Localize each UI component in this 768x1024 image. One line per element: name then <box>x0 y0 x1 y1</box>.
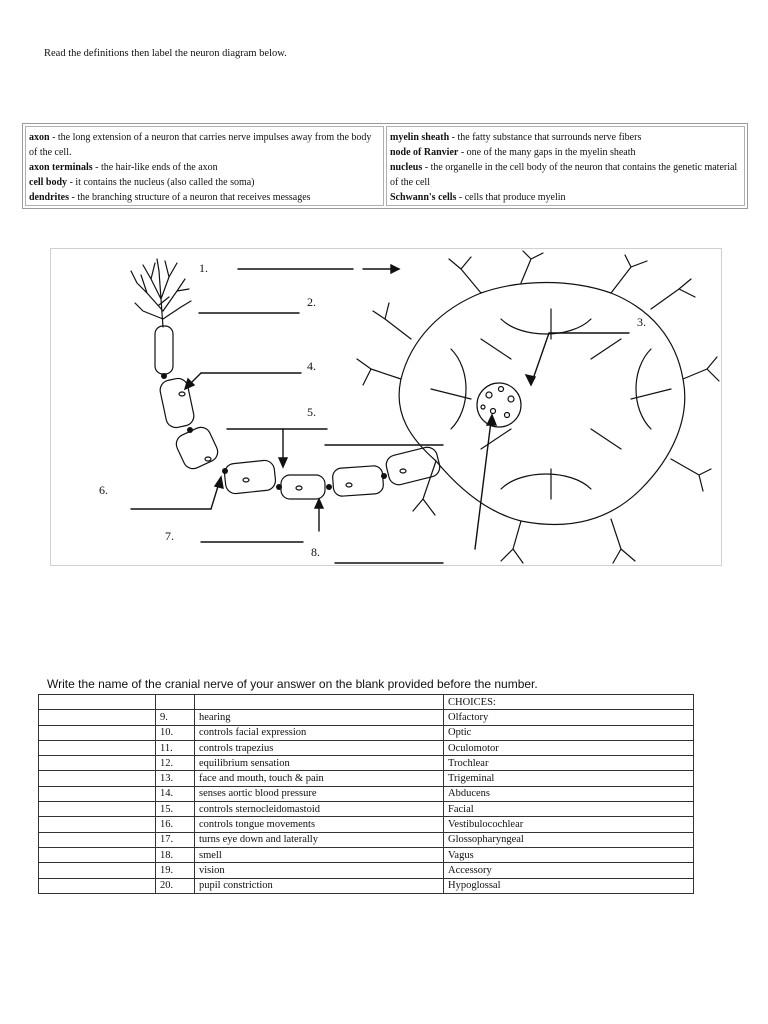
axon-terminals-drawing <box>131 259 191 327</box>
definition-schwanns-cells <box>390 190 741 205</box>
question-number: 17. <box>156 832 195 847</box>
choices-header: CHOICES: <box>444 695 694 710</box>
answer-blank-cell[interactable] <box>39 756 156 771</box>
question-description: face and mouth, touch & pain <box>195 771 444 786</box>
table-row <box>39 771 694 786</box>
diagram-label-2: 2. <box>307 295 316 309</box>
cranial-nerve-instruction: Write the name of the cranial nerve of your answer on the blank provided before the number. <box>47 677 538 691</box>
choice-option: Optic <box>444 725 694 740</box>
question-description: controls tongue movements <box>195 817 444 832</box>
number-cell <box>156 695 195 710</box>
definition-text: - the long extension of a neuron that carries nerve impulses away from the body of the cell. <box>29 132 372 158</box>
answer-blank-cell[interactable] <box>39 878 156 893</box>
term: axon <box>29 132 50 143</box>
table-row <box>39 878 694 893</box>
choice-option: Trochlear <box>444 756 694 771</box>
table-row <box>39 756 694 771</box>
term: nucleus <box>390 162 423 173</box>
cell-body-drawing <box>357 251 719 563</box>
table-row <box>39 802 694 817</box>
table-row <box>39 817 694 832</box>
nucleus-drawing <box>477 383 521 427</box>
definitions-left <box>25 126 384 206</box>
question-number: 10. <box>156 725 195 740</box>
choice-option: Glossopharyngeal <box>444 832 694 847</box>
question-number: 18. <box>156 847 195 862</box>
question-description: controls facial expression <box>195 725 444 740</box>
table-row <box>39 710 694 725</box>
choice-option: Vagus <box>444 847 694 862</box>
definition-nucleus <box>390 160 741 190</box>
diagram-label-8: 8. <box>311 545 320 559</box>
question-description: smell <box>195 847 444 862</box>
definitions-box <box>22 123 748 209</box>
question-description: equilibrium sensation <box>195 756 444 771</box>
answer-blank-cell[interactable] <box>39 832 156 847</box>
schwann-cells-drawing <box>155 326 442 499</box>
diagram-label-1: 1. <box>199 261 208 275</box>
answer-blank-cell[interactable] <box>39 817 156 832</box>
term: node of Ranvier <box>390 147 459 158</box>
term: dendrites <box>29 192 69 203</box>
table-row <box>39 740 694 755</box>
diagram-label-4: 4. <box>307 359 316 373</box>
definition-text: - the fatty substance that surrounds nerve fibers <box>449 132 642 143</box>
table-header-row <box>39 695 694 710</box>
definition-axon-terminals <box>29 160 380 175</box>
choice-option: Trigeminal <box>444 771 694 786</box>
choice-option: Vestibulocochlear <box>444 817 694 832</box>
definition-text: - the organelle in the cell body of the neuron that contains the genetic material of the cell <box>390 162 738 188</box>
term: Schwann's cells <box>390 192 457 203</box>
label-blanks <box>131 265 629 563</box>
answer-blank-cell[interactable] <box>39 786 156 801</box>
definition-axon <box>29 130 380 160</box>
table-row <box>39 863 694 878</box>
question-description: senses aortic blood pressure <box>195 786 444 801</box>
definition-cell-body <box>29 175 380 190</box>
term: myelin sheath <box>390 132 450 143</box>
table-row <box>39 832 694 847</box>
question-number: 11. <box>156 740 195 755</box>
definition-text: - one of the many gaps in the myelin sheath <box>458 147 636 158</box>
question-number: 14. <box>156 786 195 801</box>
question-number: 20. <box>156 878 195 893</box>
question-description: controls sternocleidomastoid <box>195 802 444 817</box>
term: axon terminals <box>29 162 93 173</box>
question-description: turns eye down and laterally <box>195 832 444 847</box>
definition-node-of-ranvier <box>390 145 741 160</box>
question-number: 9. <box>156 710 195 725</box>
diagram-label-7: 7. <box>165 529 174 543</box>
question-number: 12. <box>156 756 195 771</box>
description-cell <box>195 695 444 710</box>
diagram-label-5: 5. <box>307 405 316 419</box>
question-number: 19. <box>156 863 195 878</box>
choice-option: Facial <box>444 802 694 817</box>
definitions-right <box>386 126 745 206</box>
answer-blank-cell[interactable] <box>39 710 156 725</box>
term: cell body <box>29 177 68 188</box>
question-number: 16. <box>156 817 195 832</box>
nodes-of-ranvier-drawing <box>161 373 387 490</box>
definition-text: - the hair-like ends of the axon <box>92 162 218 173</box>
answer-blank-cell[interactable] <box>39 725 156 740</box>
definition-dendrites <box>29 190 380 205</box>
answer-blank-cell[interactable] <box>39 695 156 710</box>
choice-option: Oculomotor <box>444 740 694 755</box>
answer-blank-cell[interactable] <box>39 802 156 817</box>
definition-text: - cells that produce myelin <box>456 192 566 203</box>
answer-blank-cell[interactable] <box>39 771 156 786</box>
answer-blank-cell[interactable] <box>39 847 156 862</box>
worksheet-intro: Read the definitions then label the neuron diagram below. <box>44 48 287 59</box>
choice-option: Olfactory <box>444 710 694 725</box>
table-row <box>39 847 694 862</box>
diagram-label-3: 3. <box>637 315 646 329</box>
question-description: hearing <box>195 710 444 725</box>
diagram-label-6: 6. <box>99 483 108 497</box>
definition-myelin-sheath <box>390 130 741 145</box>
table-row <box>39 725 694 740</box>
cranial-nerve-table <box>38 694 694 894</box>
definition-text: - the branching structure of a neuron that receives messages <box>69 192 311 203</box>
question-description: controls trapezius <box>195 740 444 755</box>
question-number: 13. <box>156 771 195 786</box>
neuron-drawing <box>51 249 723 567</box>
question-description: vision <box>195 863 444 878</box>
question-number: 15. <box>156 802 195 817</box>
choice-option: Abducens <box>444 786 694 801</box>
choice-option: Accessory <box>444 863 694 878</box>
question-description: pupil constriction <box>195 878 444 893</box>
table-row <box>39 786 694 801</box>
choice-option: Hypoglossal <box>444 878 694 893</box>
neuron-diagram <box>50 248 722 566</box>
answer-blank-cell[interactable] <box>39 740 156 755</box>
answer-blank-cell[interactable] <box>39 863 156 878</box>
definition-text: - it contains the nucleus (also called the soma) <box>67 177 255 188</box>
